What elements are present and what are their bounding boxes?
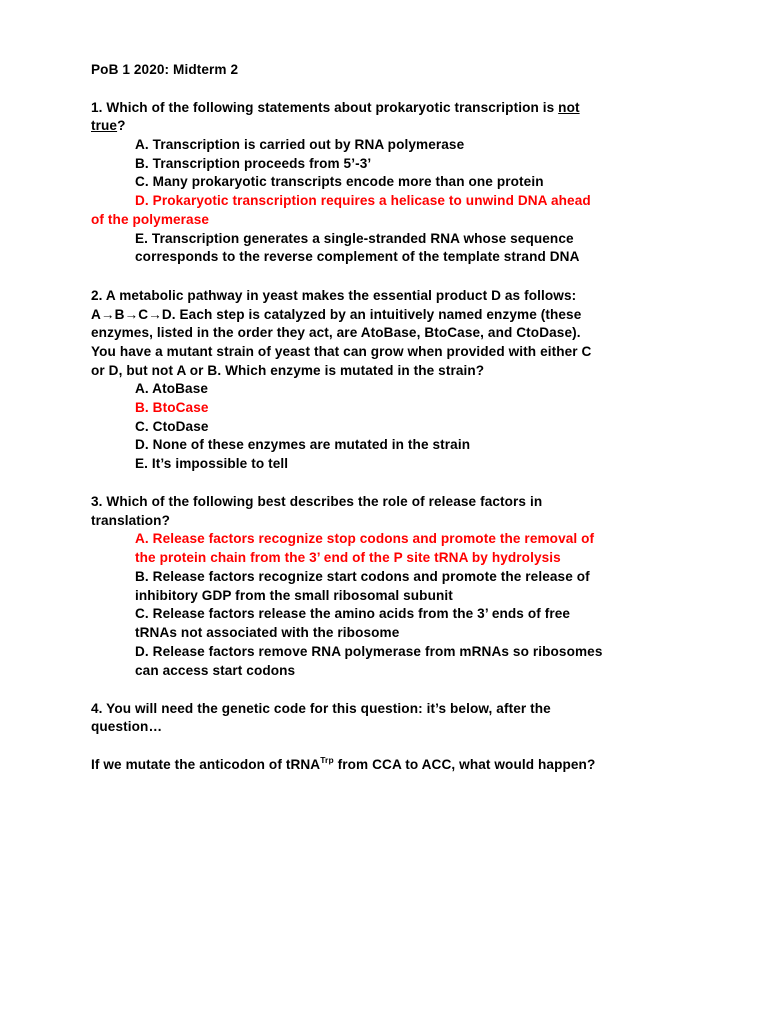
q4-question: [91, 756, 595, 774]
q2-option-d: D. None of these enzymes are mutated in the strain: [135, 437, 471, 452]
q2-option-c: C. CtoDase: [135, 419, 209, 434]
q2-stem-line3: enzymes, listed in the order they act, are AtoBase, BtoCase, and CtoDase).: [91, 325, 581, 340]
q3-option-b-cont: inhibitory GDP from the small ribosomal subunit: [135, 588, 453, 603]
q4-question-text-end: from CCA to ACC, what would happen?: [333, 757, 596, 772]
q1-option-d-correct-cont: of the polymerase: [91, 212, 210, 227]
q1-stem-line1: [91, 99, 580, 117]
document-title: PoB 1 2020: Midterm 2: [91, 62, 239, 77]
q2-option-b-correct: B. BtoCase: [135, 400, 209, 415]
q2-option-a: A. AtoBase: [135, 381, 209, 396]
q2-stem-line1: 2. A metabolic pathway in yeast makes the essential product D as follows:: [91, 288, 577, 303]
q4-stem-line2: question…: [91, 719, 163, 734]
q2-option-e: E. It’s impossible to tell: [135, 456, 289, 471]
q3-option-b: B. Release factors recognize start codons and promote the release of: [135, 569, 590, 584]
q2-stem-line2: A→B→C→D. Each step is catalyzed by an intuitively named enzyme (these: [91, 307, 582, 322]
q2-stem-line5: or D, but not A or B. Which enzyme is mutated in the strain?: [91, 363, 485, 378]
q4-trp-superscript: Trp: [320, 755, 334, 765]
q1-stem-line2: [91, 117, 126, 135]
q1-option-b: B. Transcription proceeds from 5’-3’: [135, 156, 372, 171]
q1-option-a: A. Transcription is carried out by RNA polymerase: [135, 137, 465, 152]
q1-stem-true-underlined: true: [91, 118, 118, 133]
q3-option-a-correct: A. Release factors recognize stop codons and promote the removal of: [135, 531, 595, 546]
q3-option-d-cont: can access start codons: [135, 663, 296, 678]
q1-option-c: C. Many prokaryotic transcripts encode more than one protein: [135, 174, 544, 189]
q3-option-c-cont: tRNAs not associated with the ribosome: [135, 625, 400, 640]
q4-stem-line1: 4. You will need the genetic code for this question: it’s below, after the: [91, 701, 551, 716]
q3-stem-line1: 3. Which of the following best describes the role of release factors in: [91, 494, 543, 509]
q1-option-e-cont: corresponds to the reverse complement of the template strand DNA: [135, 249, 580, 264]
q1-option-d-correct: D. Prokaryotic transcription requires a helicase to unwind DNA ahead: [135, 193, 591, 208]
q3-option-d: D. Release factors remove RNA polymerase from mRNAs so ribosomes: [135, 644, 603, 659]
q1-stem-text: 1. Which of the following statements about prokaryotic transcription is: [91, 100, 559, 115]
q1-option-e: E. Transcription generates a single-stranded RNA whose sequence: [135, 231, 574, 246]
q1-stem-not-underlined: not: [558, 100, 580, 115]
q1-stem-end: ?: [117, 118, 126, 133]
q4-question-text: If we mutate the anticodon of tRNA: [91, 757, 321, 772]
q3-option-c: C. Release factors release the amino acids from the 3’ ends of free: [135, 606, 571, 621]
q3-stem-line2: translation?: [91, 513, 170, 528]
q3-option-a-correct-cont: the protein chain from the 3’ end of the P site tRNA by hydrolysis: [135, 550, 561, 565]
q2-stem-line4: You have a mutant strain of yeast that can grow when provided with either C: [91, 344, 592, 359]
